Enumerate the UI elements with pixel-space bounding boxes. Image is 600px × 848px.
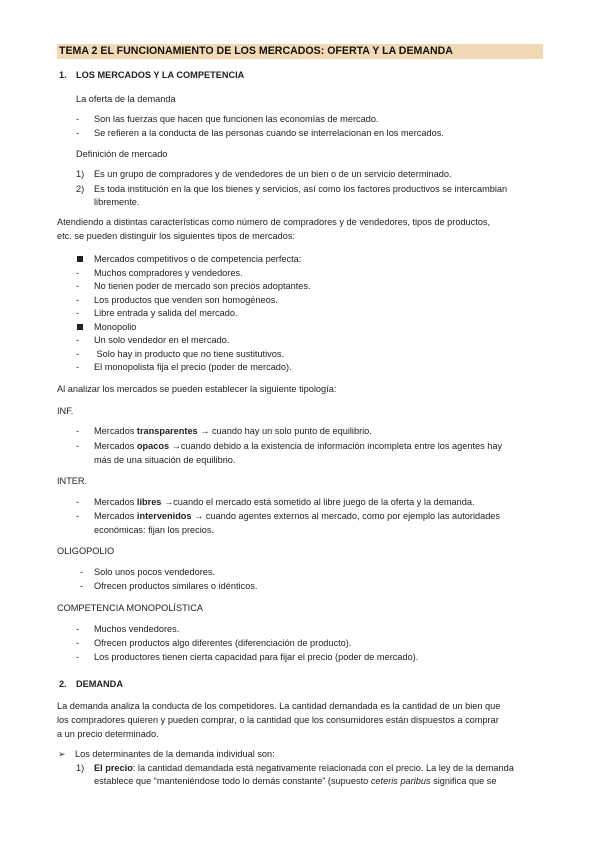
bold-term: opacos xyxy=(136,441,170,451)
paragraph-line: los compradores quieren y pueden comprar, o la cantidad que los consumidores están dispuestos a comprar xyxy=(57,715,499,725)
paragraph-line: Atendiendo a distintas características como número de compradores y de vendedores, tipos de productos, xyxy=(57,217,491,227)
section-1-number: 1. xyxy=(59,70,67,80)
dash-bullet: - xyxy=(76,349,80,359)
oligopolio-label: OLIGOPOLIO xyxy=(57,546,115,556)
dash-bullet: - xyxy=(76,281,80,291)
section-1-heading: LOS MERCADOS Y LA COMPETENCIA xyxy=(76,70,245,80)
list-item: Los determinantes de la demanda individual son: xyxy=(75,749,275,759)
list-item: No tienen poder de mercado son precios adoptantes. xyxy=(94,281,311,291)
competencia-label: COMPETENCIA MONOPOLÍSTICA xyxy=(57,603,203,613)
list-item: Ofrecen productos algo diferentes (diferenciación de producto). xyxy=(94,638,352,648)
list-number: 1) xyxy=(76,169,85,179)
dash-bullet: - xyxy=(76,652,80,662)
list-item: Monopolio xyxy=(94,322,137,332)
list-item: Muchos compradores y vendedores. xyxy=(94,268,243,278)
list-item: Se refieren a la conducta de las personas cuando se interrelacionan en los mercados. xyxy=(94,128,444,138)
text-run: Mercados xyxy=(94,426,137,436)
text-run: significa que se xyxy=(430,776,497,786)
list-item xyxy=(94,496,475,508)
dash-bullet: - xyxy=(80,581,84,591)
paragraph-line: Al analizar los mercados se pueden establecer la siguiente tipología: xyxy=(57,384,337,394)
list-item-continuation: más de una situación de equilibrio. xyxy=(94,455,236,465)
dash-bullet: - xyxy=(76,497,80,507)
list-item: Solo hay in producto que no tiene sustitutivos. xyxy=(94,349,284,359)
list-item: Los productos que venden son homogéneos. xyxy=(94,295,278,305)
text-run: → cuando agentes externos al mercado, como por ejemplo las autoridades xyxy=(191,511,501,521)
text-run: Mercados xyxy=(94,497,137,507)
bold-term: transparentes xyxy=(136,426,198,436)
list-item: Son las fuerzas que hacen que funcionen las economías de mercado. xyxy=(94,114,379,124)
paragraph-line: a un precio determinado. xyxy=(57,729,159,739)
list-item xyxy=(94,425,372,437)
list-number: 1) xyxy=(76,763,85,773)
italic-term: ceteris paribus xyxy=(370,776,431,786)
dash-bullet: - xyxy=(76,335,80,345)
list-item-continuation: libremente. xyxy=(94,197,140,207)
dash-bullet: - xyxy=(76,128,80,138)
text-run: Mercados xyxy=(94,441,137,451)
dash-bullet: - xyxy=(76,114,80,124)
list-item: Es un grupo de compradores y de vendedores de un bien o de un servicio determinado. xyxy=(94,169,452,179)
dash-bullet: - xyxy=(76,308,80,318)
list-item xyxy=(94,440,502,452)
list-item: Muchos vendedores. xyxy=(94,624,180,634)
dash-bullet: - xyxy=(76,268,80,278)
square-bullet-icon xyxy=(77,256,83,262)
bold-term: El precio xyxy=(94,763,133,773)
section-2-number: 2. xyxy=(59,679,67,689)
list-item: Los productores tienen cierta capacidad para fijar el precio (poder de mercado). xyxy=(94,652,419,662)
inf-label: INF. xyxy=(57,406,74,416)
list-item: El monopolista fija el precio (poder de mercado). xyxy=(94,362,292,372)
dash-bullet: - xyxy=(76,624,80,634)
list-item: Mercados competitivos o de competencia perfecta: xyxy=(94,254,302,264)
list-item: Libre entrada y salida del mercado. xyxy=(94,308,238,318)
list-item: Un solo vendedor en el mercado. xyxy=(94,335,230,345)
list-item: Es toda institución en la que los bienes y servicios, así como los factores productivos se intercambian xyxy=(94,184,508,194)
list-item-continuation xyxy=(94,775,496,787)
section-2-heading: DEMANDA xyxy=(76,679,123,689)
definicion-label: Definición de mercado xyxy=(76,149,168,159)
bold-term: intervenidos xyxy=(136,511,192,521)
text-run: → cuando hay un solo punto de equilibrio. xyxy=(197,426,372,436)
text-run: establece que “manteniéndose todo lo demás constante” (supuesto xyxy=(94,776,371,786)
inter-label: INTER. xyxy=(57,476,88,486)
list-item xyxy=(94,762,514,774)
document-title: TEMA 2 EL FUNCIONAMIENTO DE LOS MERCADOS: OFERTA Y LA DEMANDA xyxy=(57,44,543,59)
dash-bullet: - xyxy=(76,441,80,451)
text-run: : la cantidad demandada está negativamente relacionada con el precio. La ley de la demanda xyxy=(132,763,514,773)
bold-term: libres xyxy=(136,497,162,507)
list-item: Solo unos pocos vendedores. xyxy=(94,567,216,577)
arrow-bullet-icon: ➢ xyxy=(58,749,66,759)
paragraph-line: La demanda analiza la conducta de los competidores. La cantidad demandada es la cantidad de un bien que xyxy=(57,701,501,711)
dash-bullet: - xyxy=(80,567,84,577)
list-number: 2) xyxy=(76,184,85,194)
dash-bullet: - xyxy=(76,638,80,648)
text-run: Mercados xyxy=(94,511,137,521)
text-run: →cuando el mercado está sometido al libre juego de la oferta y la demanda. xyxy=(161,497,475,507)
list-item-continuation: económicas: fijan los precios. xyxy=(94,525,215,535)
dash-bullet: - xyxy=(76,426,80,436)
text-run: →cuando debido a la existencia de información incompleta entre los agentes hay xyxy=(169,441,503,451)
dash-bullet: - xyxy=(76,295,80,305)
paragraph-line: etc. se pueden distinguir los siguientes tipos de mercados: xyxy=(57,231,295,241)
oferta-label: La oferta de la demanda xyxy=(76,94,176,104)
dash-bullet: - xyxy=(76,511,80,521)
list-item: Ofrecen productos similares o idénticos. xyxy=(94,581,258,591)
square-bullet-icon xyxy=(77,324,83,330)
list-item xyxy=(94,510,500,522)
dash-bullet: - xyxy=(76,362,80,372)
